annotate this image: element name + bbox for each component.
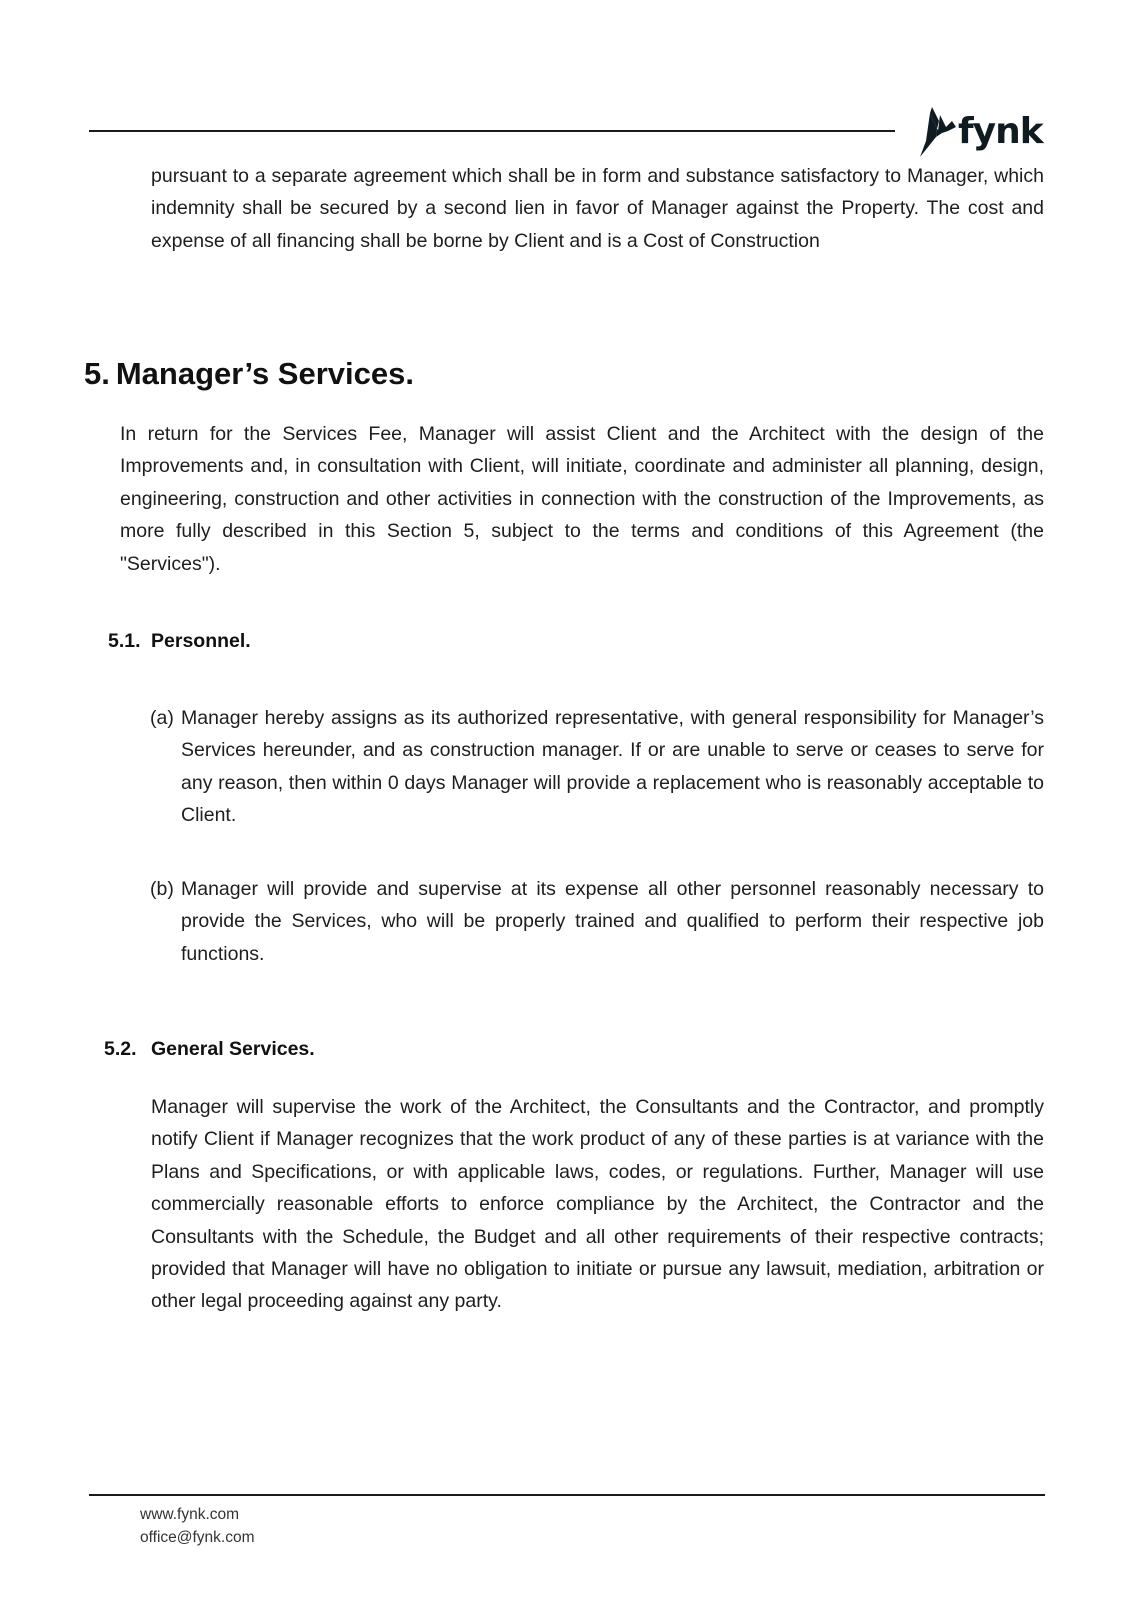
section-5-1-title: Personnel. — [151, 630, 251, 652]
list-marker-b: (b) — [150, 878, 174, 900]
list-item-b — [150, 873, 1044, 970]
section-5-heading — [84, 356, 414, 392]
footer-website: www.fynk.com — [140, 1506, 240, 1523]
list-item-a — [150, 702, 1044, 832]
section-5-2-paragraph: Manager will supervise the work of the Architect, the Consultants and the Contractor, and promptly notify Client if Manager recognizes that the work product of any of these parties is at variance with the Plans and Specifications, or with applicable laws, codes, or regulations. Further, Manager will use commercially reasonable efforts to enforce compliance by the Architect, the Contractor and the Consultants with the Schedule, the Budget and all other requirements of their respective contracts; provided that Manager will have no obligation to initiate or pursue any lawsuit, mediation, arbitration or other legal proceeding against any party. — [151, 1096, 1044, 1313]
section-5-paragraph: In return for the Services Fee, Manager will assist Client and the Architect with the design of the Improvements and, in consultation with Client, will initiate, coordinate and administer all planning, design, engineering, construction and other activities in connection with the construction of the Improvements, as more fully described in this Section 5, subject to the terms and conditions of this Agreement (the "Services"). — [120, 423, 1044, 575]
list-item-b-text: Manager will provide and supervise at its expense all other personnel reasonably necessary to provide the Services, who will be properly trained and qualified to perform their respective job functions. — [181, 878, 1044, 965]
section-5-title: Manager’s Services. — [115, 356, 414, 391]
list-marker-a: (a) — [150, 707, 174, 729]
footer-rule — [89, 1494, 1045, 1496]
intro-paragraph: pursuant to a separate agreement which shall be in form and substance satisfactory to Manager, which indemnity shall be secured by a second lien in favor of Manager against the Property. The cost and expense of all financing shall be borne by Client and is a Cost of Construction — [151, 165, 1044, 252]
section-5-number: 5. — [84, 356, 110, 391]
header-rule — [89, 130, 895, 132]
section-5-1-heading — [108, 630, 251, 653]
logo-wordmark: fynk — [958, 111, 1043, 152]
section-5-2-title: General Services. — [151, 1038, 315, 1060]
footer-email: office@fynk.com — [140, 1529, 255, 1546]
list-item-a-text: Manager hereby assigns as its authorized representative, with general responsibility for Manager’s Services hereunder, and as construction manager. If or are unable to serve or ceases to serve for any reason, then within 0 days Manager will provide a replacement who is reasonably acceptable to Client. — [181, 707, 1044, 827]
fynk-logo — [918, 106, 1043, 158]
section-5-2-number: 5.2. — [104, 1038, 137, 1060]
section-5-2-heading — [104, 1038, 315, 1061]
bird-icon — [918, 107, 956, 157]
section-5-1-number: 5.1. — [108, 630, 141, 652]
